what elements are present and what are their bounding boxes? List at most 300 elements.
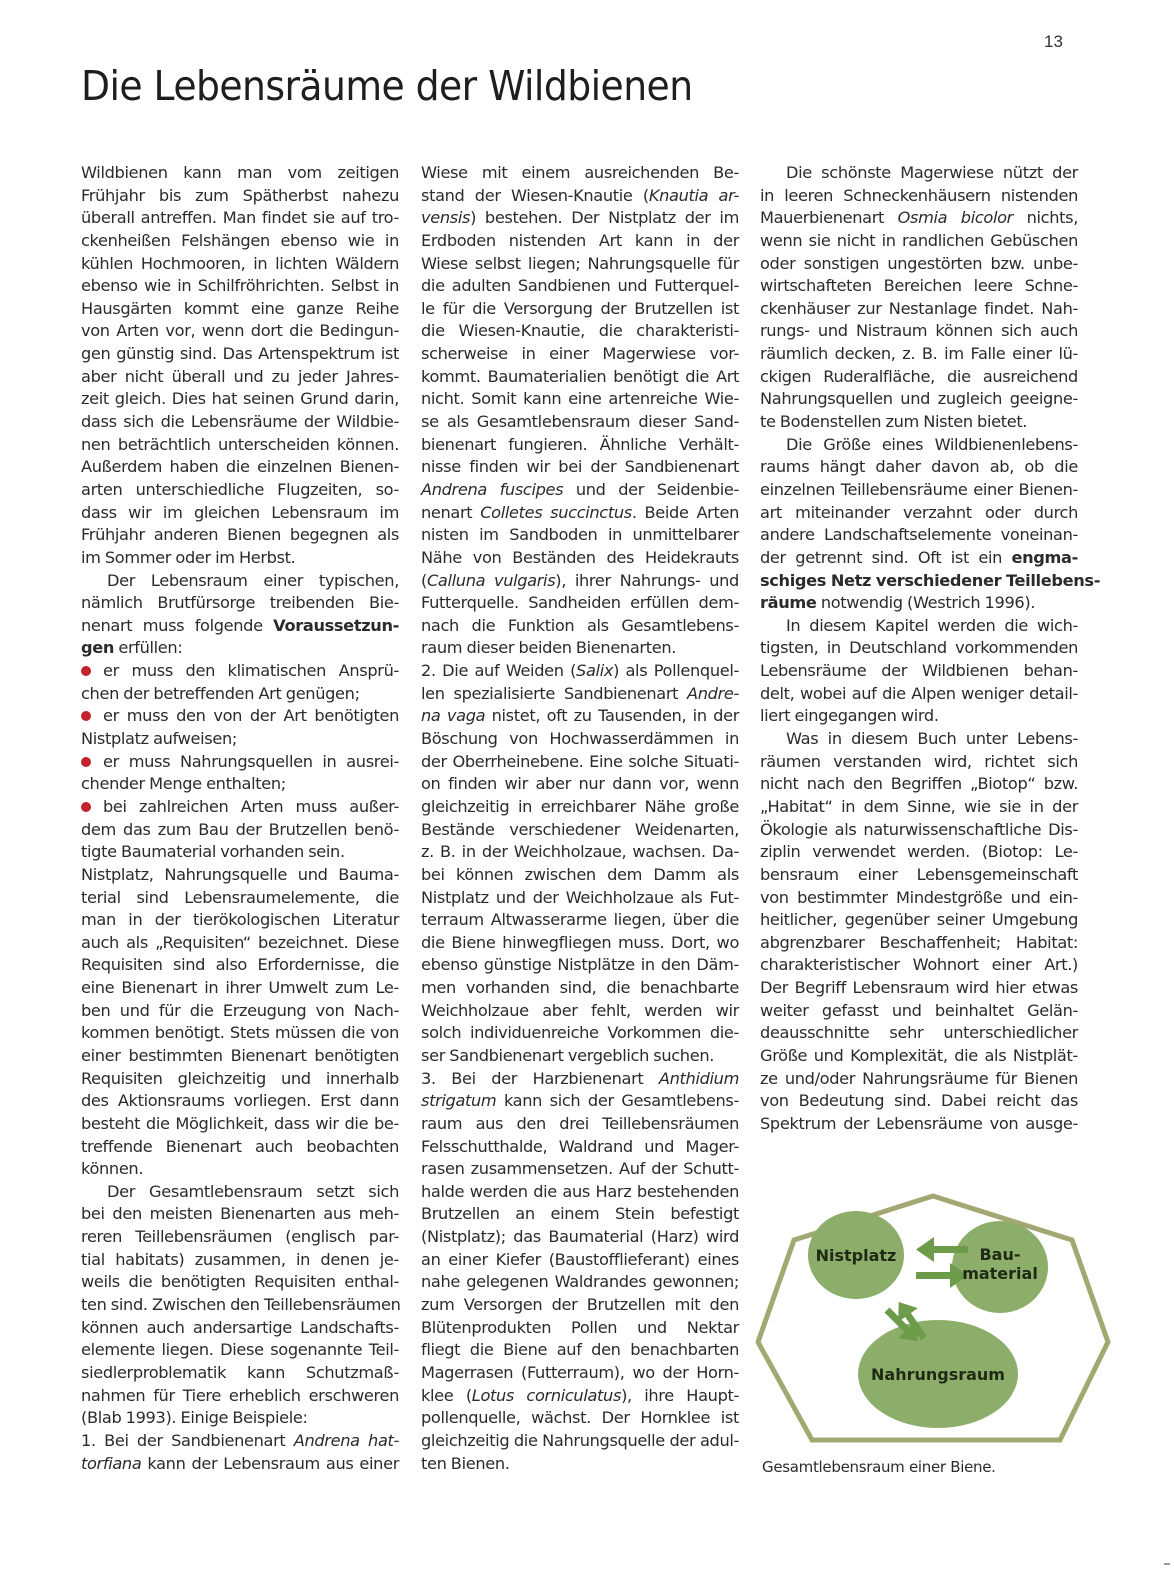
bold-term: schiges Netz verschiedener Teillebens- xyxy=(760,570,1101,590)
text-segment: nach die Funktion als Gesamtlebens- xyxy=(421,615,739,635)
text-line xyxy=(421,320,739,343)
bullet-icon xyxy=(81,757,91,767)
text-segment: kann der Lebensraum aus einer xyxy=(141,1453,399,1473)
italic-term: Lotus corniculatus xyxy=(471,1385,622,1405)
text-segment: ckigen Ruderalfläche, die ausreichend xyxy=(760,366,1078,386)
text-segment: charakteristischer Wohnort einer Art.) xyxy=(760,955,1078,975)
text-line xyxy=(760,887,1078,910)
text-segment: Bestände verschiedener Weidenarten, xyxy=(421,819,739,839)
text-line xyxy=(421,1203,739,1226)
text-line xyxy=(421,434,739,457)
text-segment: kommt. Baumaterialien benötigt die Art xyxy=(421,366,739,386)
text-line xyxy=(760,751,1078,774)
text-line xyxy=(81,230,399,253)
text-segment: abgrenzbarer Beschaffenheit; Habitat: xyxy=(760,932,1078,952)
text-segment: Nistplatz, Nahrungsquelle und Bauma- xyxy=(81,864,399,884)
text-line xyxy=(81,456,399,479)
text-segment: Böschung von Hochwasserdämmen in xyxy=(421,729,739,749)
text-line xyxy=(81,366,399,389)
text-segment: ziplin verwendet werden. (Biotop: Le- xyxy=(760,842,1078,862)
text-segment: ben und für die Erzeugung von Nach- xyxy=(81,1000,399,1020)
italic-term: Calluna vulgaris xyxy=(426,570,556,590)
text-segment: terial sind Lebensraumelemente, die xyxy=(81,887,399,907)
text-line xyxy=(760,864,1078,887)
text-segment: Brutzellen an einem Stein befestigt xyxy=(421,1204,739,1224)
text-segment: Requisiten sind also Erfordernisse, die xyxy=(81,955,399,975)
text-line xyxy=(421,1385,739,1408)
text-line xyxy=(760,570,1101,593)
text-line xyxy=(760,343,1078,366)
text-line xyxy=(421,185,739,208)
italic-term: na vaga xyxy=(421,706,486,726)
text-segment: nichts, xyxy=(1013,208,1078,228)
text-line xyxy=(421,207,739,230)
text-line xyxy=(421,637,739,660)
text-segment: fliegt die Biene auf den benachbarten xyxy=(421,1340,739,1360)
text-segment: gleichzeitig die Nahrungsquelle der adul- xyxy=(421,1430,739,1450)
text-line xyxy=(81,683,399,706)
text-segment: men vorhanden sind, die benachbarte xyxy=(421,978,739,998)
text-segment: (Nistplatz); das Baumaterial (Harz) wird xyxy=(421,1227,739,1247)
text-line xyxy=(81,1068,399,1091)
text-line xyxy=(760,932,1078,955)
text-segment: reren Teillebensräumen (englisch par- xyxy=(81,1227,399,1247)
text-line xyxy=(421,932,739,955)
text-segment: Der Begriff Lebensraum wird hier etwas xyxy=(760,978,1078,998)
text-line xyxy=(421,366,739,389)
text-line xyxy=(81,819,399,842)
text-line xyxy=(81,796,399,819)
text-segment: klee ( xyxy=(421,1385,472,1405)
text-segment: ze und/oder Nahrungsräume für Bienen xyxy=(760,1068,1078,1088)
text-line xyxy=(421,502,739,525)
text-segment: zum Versorgen der Brutzellen mit den xyxy=(421,1295,739,1315)
text-line xyxy=(760,524,1078,547)
text-segment: Wiese mit einem ausreichenden Be- xyxy=(421,163,739,182)
text-line xyxy=(81,1249,399,1272)
text-line xyxy=(760,796,1078,819)
text-segment: des Aktionsraums vorliegen. Erst dann xyxy=(81,1091,399,1111)
text-segment: weiter gefasst und beinhaltet Gelän- xyxy=(760,1000,1078,1020)
text-segment: rasen zusammensetzen. Auf der Schutt- xyxy=(421,1159,739,1179)
text-segment: Blütenprodukten Pollen und Nektar xyxy=(421,1317,739,1337)
text-line xyxy=(760,162,1078,185)
text-segment: siedlerproblematik kann Schutzmaß- xyxy=(81,1362,399,1382)
text-line xyxy=(81,388,399,411)
text-line xyxy=(421,660,739,683)
text-line xyxy=(81,660,399,683)
text-line xyxy=(81,1136,399,1159)
italic-term: Colletes succinctus xyxy=(480,502,632,522)
text-line xyxy=(81,1000,399,1023)
text-segment: le für die Versorgung der Brutzellen ist xyxy=(421,298,739,318)
italic-term: Osmia bicolor xyxy=(897,208,1013,228)
text-segment: stand der Wiesen-Knautie ( xyxy=(421,185,649,205)
bold-term: gen xyxy=(81,638,115,658)
text-line xyxy=(421,1362,739,1385)
italic-term: Andrena fuscipes xyxy=(421,479,564,499)
text-line xyxy=(81,1090,399,1113)
text-segment: chen der betreffenden Art genügen; xyxy=(81,683,360,703)
text-line xyxy=(421,253,739,276)
text-line xyxy=(81,728,399,751)
text-segment: zeit gleich. Dies hat seinen Grund darin, xyxy=(81,389,399,409)
text-segment: nisten im Sandboden in unmittelbarer xyxy=(421,525,739,545)
text-segment: te Bodenstellen zum Nisten bietet. xyxy=(760,412,1028,432)
text-segment: wirtschafteten Bereichen leere Schne- xyxy=(760,276,1078,296)
text-line xyxy=(760,728,1078,751)
bullet-icon xyxy=(81,666,91,676)
text-segment: Was in diesem Buch unter Lebens- xyxy=(786,729,1078,749)
text-line xyxy=(81,1181,399,1204)
text-segment: einzelnen Teillebensräume einer Bienen- xyxy=(760,479,1078,499)
text-segment: gleichzeitig in erreichbarer Nähe große xyxy=(421,796,739,816)
text-line xyxy=(421,909,739,932)
text-line xyxy=(81,1022,399,1045)
text-segment: er muss den von der Art benötigten xyxy=(103,706,399,726)
text-segment: er muss Nahrungsquellen in ausrei- xyxy=(103,751,399,771)
text-line xyxy=(421,1136,739,1159)
text-segment: ), ihrer Nahrungs- und xyxy=(555,570,739,590)
label-nahrungsraum: Nahrungsraum xyxy=(871,1365,1005,1384)
text-line xyxy=(760,1068,1078,1091)
text-segment: aber nicht überall und zu jeder Jahres- xyxy=(81,366,399,386)
text-line xyxy=(421,864,739,887)
text-line xyxy=(81,751,399,774)
text-line xyxy=(81,909,399,932)
text-line xyxy=(421,1158,739,1181)
text-segment: einer bestimmten Bienenart benötigten xyxy=(81,1045,399,1065)
text-line xyxy=(81,479,399,502)
text-line xyxy=(421,819,739,842)
text-line xyxy=(760,954,1078,977)
text-line xyxy=(81,162,399,185)
text-line xyxy=(760,388,1078,411)
text-segment: in leeren Schneckenhäusern nistenden xyxy=(760,185,1078,205)
text-line xyxy=(81,1226,399,1249)
text-segment: ser Sandbienenart vergeblich suchen. xyxy=(421,1045,715,1065)
text-segment: können auch andersartige Landschafts- xyxy=(81,1317,399,1337)
text-line xyxy=(421,1181,739,1204)
text-line xyxy=(760,298,1078,321)
text-line xyxy=(760,592,1078,615)
habitat-diagram xyxy=(752,1192,1114,1452)
text-line xyxy=(760,705,1078,728)
text-line xyxy=(421,1271,739,1294)
text-segment: von Arten vor, wenn dort die Bedingun- xyxy=(81,321,399,341)
text-segment: ) bestehen. Der Nistplatz der im xyxy=(470,208,739,228)
text-segment: nistet, oft zu Tausenden, in der xyxy=(485,706,739,726)
text-line xyxy=(81,773,399,796)
text-segment: chender Menge enthalten; xyxy=(81,774,286,794)
text-segment: weils die benötigten Requisiten enthal- xyxy=(81,1272,399,1292)
text-line xyxy=(421,887,739,910)
text-segment: raum dieser beiden Bienenarten. xyxy=(421,638,677,658)
text-line xyxy=(421,298,739,321)
text-segment: nisse finden wir bei der Sandbienenart xyxy=(421,457,739,477)
text-segment: Außerdem haben die einzelnen Bienen- xyxy=(81,457,399,477)
text-line xyxy=(760,456,1078,479)
text-line xyxy=(421,388,739,411)
text-line xyxy=(421,751,739,774)
text-line xyxy=(81,524,399,547)
italic-term: vensis xyxy=(421,208,471,228)
text-segment: nen beträchtlich unterscheiden können. xyxy=(81,434,399,454)
text-segment: wenn sie nicht in randlichen Gebüschen xyxy=(760,230,1078,250)
text-segment: die adulten Sandbienen und Futterquel- xyxy=(421,276,739,296)
text-segment: kommen benötigt. Stets müssen die von xyxy=(81,1023,399,1043)
text-segment: andere Landschaftselemente voneinan- xyxy=(760,525,1078,545)
text-segment: arten unterschiedliche Flugzeiten, so- xyxy=(81,479,399,499)
text-segment: Nistplatz und der Weichholzaue als Fut- xyxy=(421,887,739,907)
text-segment: Spektrum der Lebensräume von ausge- xyxy=(760,1113,1078,1133)
bullet-icon xyxy=(81,711,91,721)
text-segment: pollenquelle, wächst. Der Hornklee ist xyxy=(421,1408,739,1428)
text-line xyxy=(421,592,739,615)
text-segment: Größe und Komplexität, die als Nistplät- xyxy=(760,1045,1078,1065)
text-line xyxy=(760,1000,1078,1023)
text-segment: Hausgärten kommt eine ganze Reihe xyxy=(81,298,399,318)
text-line xyxy=(760,1113,1078,1136)
bullet-icon xyxy=(81,802,91,812)
text-segment: auch als „Requisiten“ bezeichnet. Diese xyxy=(81,932,399,952)
text-line xyxy=(760,411,1078,434)
text-segment: Der Gesamtlebensraum setzt sich xyxy=(107,1181,399,1201)
text-line xyxy=(81,887,399,910)
text-segment: überall antreffen. Man findet sie auf tro- xyxy=(81,208,399,228)
text-line xyxy=(81,411,399,434)
text-segment: Die Größe eines Wildbienenlebens- xyxy=(786,434,1078,454)
text-line xyxy=(81,320,399,343)
text-line xyxy=(81,1203,399,1226)
text-segment: raums hängt daher davon ab, ob die xyxy=(760,457,1078,477)
text-line xyxy=(421,479,739,502)
text-segment: Requisiten gleichzeitig und innerhalb xyxy=(81,1068,399,1088)
text-line xyxy=(81,434,399,457)
text-segment: tial habitats) zusammen, in denen je- xyxy=(81,1249,399,1269)
text-segment: oder sonstigen ungestörten bzw. unbe- xyxy=(760,253,1078,273)
text-line xyxy=(760,819,1078,842)
text-segment: Der Lebensraum einer typischen, xyxy=(107,570,399,590)
text-line xyxy=(81,1453,399,1476)
text-line xyxy=(81,1407,399,1430)
page-title: Die Lebensräume der Wildbienen xyxy=(81,62,693,110)
text-line xyxy=(760,275,1078,298)
text-line xyxy=(421,1113,739,1136)
text-segment: elemente liegen. Diese sogenannte Teil- xyxy=(81,1340,399,1360)
text-segment: besteht die Möglichkeit, dass wir die be- xyxy=(81,1113,399,1133)
text-segment: tigsten, in Deutschland vorkommenden xyxy=(760,638,1078,658)
text-line xyxy=(421,230,739,253)
text-line xyxy=(760,1090,1078,1113)
text-segment: Nähe von Beständen des Heidekrauts xyxy=(421,547,739,567)
text-segment: der Oberrheinebene. Eine solche Situati- xyxy=(421,751,739,771)
text-segment: nämlich Brutfürsorge treibenden Bie- xyxy=(81,593,399,613)
text-line xyxy=(421,954,739,977)
text-segment: . Beide Arten xyxy=(631,502,739,522)
text-segment: können. xyxy=(81,1159,144,1179)
text-segment: scherweise in einer Magerwiese vor- xyxy=(421,344,739,364)
text-line xyxy=(81,253,399,276)
text-column-3 xyxy=(760,162,1101,1136)
text-segment: bei können zwischen dem Damm als xyxy=(421,864,739,884)
text-line xyxy=(421,1045,739,1068)
text-segment: Weichholzaue aber fehlt, werden wir xyxy=(421,1000,739,1020)
text-line xyxy=(81,1045,399,1068)
text-segment: dem das zum Bau der Brutzellen benö- xyxy=(81,819,399,839)
text-column-1 xyxy=(81,162,399,1475)
scan-mark xyxy=(1164,1563,1170,1565)
text-line xyxy=(760,479,1078,502)
text-line xyxy=(760,230,1078,253)
text-segment: In diesem Kapitel werden die wich- xyxy=(786,615,1078,635)
text-line xyxy=(81,1317,399,1340)
text-segment: dass wir im gleichen Lebensraum im xyxy=(81,502,399,522)
text-segment: ebenso günstige Nistplätze in den Däm- xyxy=(421,955,739,975)
text-line xyxy=(421,1294,739,1317)
text-segment: ) als Pollenquel- xyxy=(613,661,739,681)
text-segment: art miteinander verzahnt oder durch xyxy=(760,502,1078,522)
text-line xyxy=(760,502,1078,525)
text-segment: erfüllen: xyxy=(114,638,183,658)
text-line xyxy=(421,1407,739,1430)
italic-term: Knautia ar- xyxy=(648,185,739,205)
text-line xyxy=(421,773,739,796)
text-line xyxy=(421,1090,739,1113)
text-segment: delt, wobei auf die Alpen weniger detail- xyxy=(760,683,1078,703)
text-line xyxy=(81,275,399,298)
italic-term: Andrena hat- xyxy=(293,1430,400,1450)
text-segment: se als Gesamtlebensraum dieser Sand- xyxy=(421,412,739,432)
text-line xyxy=(81,954,399,977)
text-segment: nicht nach den Begriffen „Biotop“ bzw. xyxy=(760,774,1078,794)
text-segment: Frühjahr bis zum Spätherbst nahezu xyxy=(81,185,399,205)
text-segment: on finden wir aber nur dann vor, wenn xyxy=(421,774,739,794)
text-segment: Wiese selbst liegen; Nahrungsquelle für xyxy=(421,253,739,273)
text-segment: ckenhäuser zur Nestanlage findet. Nah- xyxy=(760,298,1078,318)
text-segment: an einer Kiefer (Baustofflieferant) eines xyxy=(421,1249,739,1269)
text-line xyxy=(81,864,399,887)
text-line xyxy=(421,977,739,1000)
text-segment: heitlicher, gegenüber seiner Umgebung xyxy=(760,910,1078,930)
italic-term: Anthidium xyxy=(658,1068,739,1088)
text-line xyxy=(421,275,739,298)
text-segment: Wildbienen kann man vom zeitigen xyxy=(81,163,399,182)
text-segment: dass sich die Lebensräume der Wildbie- xyxy=(81,412,399,432)
text-line xyxy=(81,502,399,525)
text-line xyxy=(81,592,399,615)
text-segment: räumen verstanden wird, richtet sich xyxy=(760,751,1078,771)
text-segment: bensraum einer Lebensgemeinschaft xyxy=(760,864,1078,884)
text-segment: von bestimmter Mindestgröße und ein- xyxy=(760,887,1078,907)
text-line xyxy=(760,1022,1078,1045)
text-segment: von Bedeutung sind. Dabei reicht das xyxy=(760,1091,1078,1111)
text-line xyxy=(81,1339,399,1362)
text-segment: nahe gelegenen Waldrandes gewonnen; xyxy=(421,1272,739,1292)
text-line xyxy=(81,1362,399,1385)
text-segment: nenart muss folgende xyxy=(81,615,274,635)
text-line xyxy=(81,977,399,1000)
text-line xyxy=(760,366,1078,389)
text-segment: Frühjahr anderen Bienen begegnen als xyxy=(81,525,399,545)
label-baumaterial-line2: material xyxy=(962,1264,1038,1283)
text-line xyxy=(421,1430,739,1453)
text-segment: Felsschutthalde, Waldrand und Mager- xyxy=(421,1136,739,1156)
text-line xyxy=(81,298,399,321)
text-column-2 xyxy=(421,162,739,1475)
bold-term: Voraussetzun- xyxy=(273,615,399,635)
text-line xyxy=(81,615,399,638)
text-line xyxy=(760,185,1078,208)
text-line xyxy=(421,1000,739,1023)
text-segment: ebenso wie in Schilfröhrichten. Selbst in xyxy=(81,276,399,296)
text-segment: halde werden die aus Harz bestehenden xyxy=(421,1181,739,1201)
text-line xyxy=(81,185,399,208)
text-line xyxy=(421,524,739,547)
text-segment: er muss den klimatischen Ansprü- xyxy=(103,661,399,681)
text-line xyxy=(81,1385,399,1408)
text-segment: ten sind. Zwischen den Teillebensräumen xyxy=(81,1295,401,1315)
text-line xyxy=(81,932,399,955)
text-segment: liert eingegangen wird. xyxy=(760,706,939,726)
text-segment: die Wiesen-Knautie, die charakteristi- xyxy=(421,321,739,341)
text-line xyxy=(760,434,1078,457)
text-segment: ten Bienen. xyxy=(421,1453,510,1473)
text-line xyxy=(760,841,1078,864)
text-line xyxy=(421,1339,739,1362)
text-segment: Ökologie als naturwissenschaftliche Dis- xyxy=(760,819,1078,839)
text-line xyxy=(81,841,399,864)
text-line xyxy=(81,1158,399,1181)
text-segment: Lebensräume der Wildbienen behan- xyxy=(760,661,1078,681)
text-segment: 3. Bei der Harzbienenart xyxy=(421,1068,659,1088)
text-segment: Nahrungsquellen und zugleich geeigne- xyxy=(760,389,1078,409)
text-line xyxy=(421,1226,739,1249)
text-segment: bienenart fungieren. Ähnliche Verhält- xyxy=(421,434,739,454)
text-segment: solch individuenreiche Vorkommen die- xyxy=(421,1023,739,1043)
text-line xyxy=(421,683,739,706)
text-line xyxy=(421,705,739,728)
text-segment: Magerrasen (Futterraum), wo der Horn- xyxy=(421,1362,739,1382)
text-segment: kann sich der Gesamtlebens- xyxy=(496,1091,739,1111)
text-segment: z. B. in der Weichholzaue, wachsen. Da- xyxy=(421,842,739,862)
text-segment: rungs- und Nistraum können sich auch xyxy=(760,321,1078,341)
text-line xyxy=(421,1249,739,1272)
text-segment: Mauerbienenart xyxy=(760,208,898,228)
text-segment: der getrennt sind. Oft ist ein xyxy=(760,547,1012,567)
text-segment: len spezialisierte Sandbienenart xyxy=(421,683,688,703)
text-segment: 1. Bei der Sandbienenart xyxy=(81,1430,294,1450)
text-segment: (Blab 1993). Einige Beispiele: xyxy=(81,1408,308,1428)
text-line xyxy=(760,909,1078,932)
text-segment: raum aus den drei Teillebensräumen xyxy=(421,1113,739,1133)
text-segment: eine Bienenart in ihrer Umwelt zum Le- xyxy=(81,978,399,998)
text-line xyxy=(760,977,1078,1000)
text-line xyxy=(760,320,1078,343)
text-segment: ( xyxy=(421,570,427,590)
text-line xyxy=(81,343,399,366)
text-line xyxy=(81,570,399,593)
text-line xyxy=(81,1271,399,1294)
text-segment: im Sommer oder im Herbst. xyxy=(81,547,296,567)
text-segment: nahmen für Tiere erheblich erschweren xyxy=(81,1385,399,1405)
text-line xyxy=(421,1317,739,1340)
text-segment: Die schönste Magerwiese nützt der xyxy=(786,163,1078,182)
text-line xyxy=(760,660,1078,683)
text-segment: tigte Baumaterial vorhanden sein. xyxy=(81,842,345,862)
page-number: 13 xyxy=(1044,32,1063,51)
text-line xyxy=(421,841,739,864)
